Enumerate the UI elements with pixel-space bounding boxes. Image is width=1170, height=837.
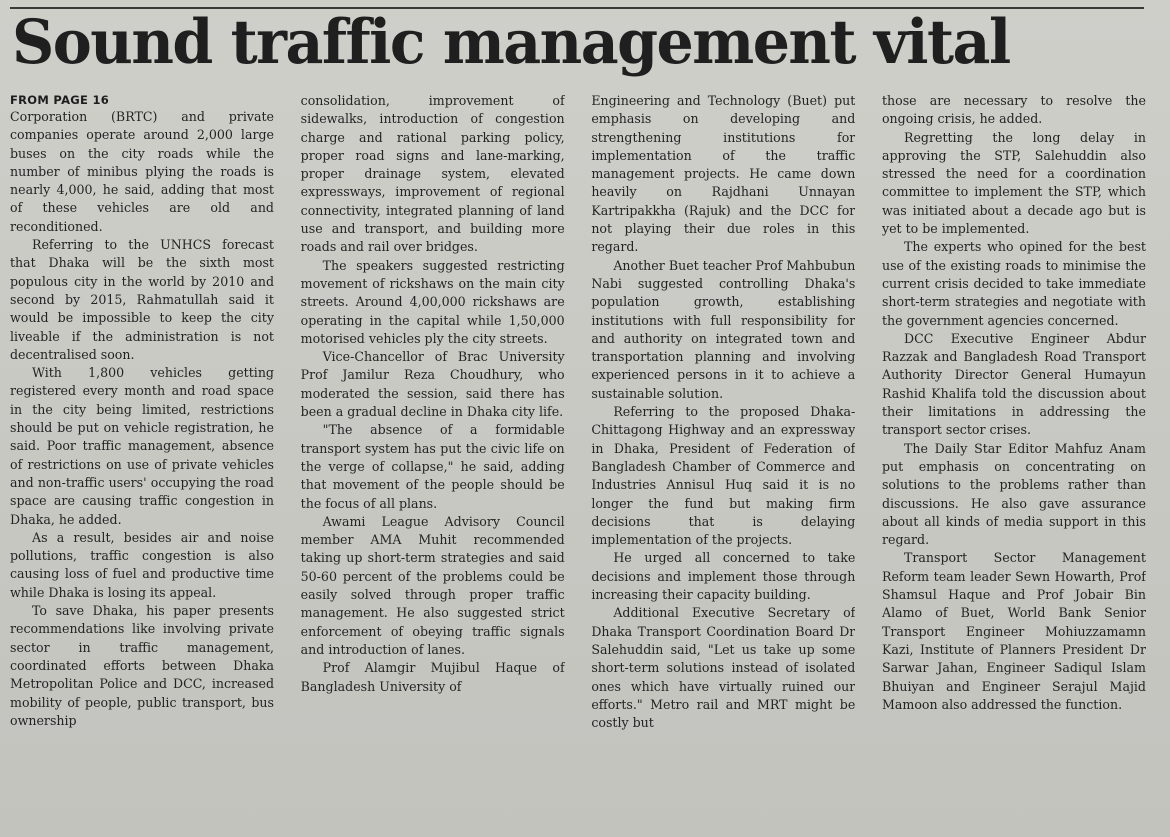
article-paragraph: Referring to the UNHCS forecast that Dhaka will be the sixth most populous city in the world by 2010 and second by 2015, Rahmatullah said it would be impossible to keep the city liveable if the administration is not decentralised soon. xyxy=(10,237,274,362)
article-paragraph: To save Dhaka, his paper presents recommendations like involving private sector in traffic management, coordinated efforts between Dhaka Metropolitan Police and DCC, increased mobility of people, public transport, bus ownership xyxy=(10,603,274,728)
article-paragraph: consolidation, improvement of sidewalks, introduction of congestion charge and rational parking policy, proper road signs and lane-marking, proper drainage system, elevated expressways, improvement of regional connectivity, integrated planning of land use and transport, and building more roads and rail over bridges. xyxy=(300,93,565,255)
article-paragraph: With 1,800 vehicles getting registered every month and road space in the city being limited, restrictions should be put on vehicle registration, he said. Poor traffic management, absence of restrictions on use of private vehicles and non-traffic users' occupying the road space are causing traffic congestion in Dhaka, he added. xyxy=(10,365,274,527)
column-3 xyxy=(591,92,855,802)
headline: Sound traffic management vital xyxy=(12,7,1010,78)
article-paragraph: Corporation (BRTC) and private companies operate around 2,000 large buses on the city roads while the number of minibus plying the roads is nearly 4,000, he said, adding that most of these vehicles are old and reconditioned. xyxy=(10,109,274,234)
article-paragraph: Vice-Chancellor of Brac University Prof Jamilur Reza Choudhury, who moderated the session, said there has been a gradual decline in Dhaka city life. xyxy=(300,349,565,420)
article-body xyxy=(10,92,1146,802)
article-paragraph: Engineering and Technology (Buet) put emphasis on developing and strengthening institutions for implementation of the traffic management projects. He came down heavily on Rajdhani Unnayan Kartripakkha (Rajuk) and the DCC for not playing their due roles in this regard. xyxy=(591,93,856,255)
article-paragraph: "The absence of a formidable transport system has put the civic life on the verge of collapse," he said, adding that movement of the people should be the focus of all plans. xyxy=(300,422,565,511)
column-2 xyxy=(301,92,565,802)
article-paragraph: Another Buet teacher Prof Mahbubun Nabi suggested controlling Dhaka's population growth, establishing institutions with full responsibility for and authority on integrated town and transportation planning and involving experienced persons in it to achieve a sustainable solution. xyxy=(591,257,856,401)
article-paragraph: The speakers suggested restricting movement of rickshaws on the main city streets. Around 4,00,000 rickshaws are operating in the capital while 1,50,000 motorised vehicles ply the city streets. xyxy=(300,257,565,346)
article-paragraph: those are necessary to resolve the ongoing crisis, he added. xyxy=(881,93,1146,127)
article-paragraph: DCC Executive Engineer Abdur Razzak and Bangladesh Road Transport Authority Director General Humayun Rashid Khalifa told the discussion about their limitations in addressing the transport sector crises. xyxy=(881,330,1146,438)
article-paragraph: Additional Executive Secretary of Dhaka Transport Coordination Board Dr Salehuddin said, "Let us take up some short-term solutions instead of isolated ones which have virtually ruined our efforts." Metro rail and MRT might be costly but xyxy=(591,605,856,731)
article-paragraph: Transport Sector Management Reform team leader Sewn Howarth, Prof Shamsul Haque and Prof Jobair Bin Alamo of Buet, World Bank Senior Transport Engineer Mohiuzzamamn Kazi, Institute of Planners President Dr Sarwar Jahan, Engineer Sadiqul Islam Bhuiyan and Engineer Serajul Majid Mamoon also addressed the function. xyxy=(881,550,1146,712)
article-paragraph: Regretting the long delay in approving the STP, Salehuddin also stressed the need for a coordination committee to implement the STP, which was initiated about a decade ago but is yet to be implemented. xyxy=(881,129,1146,237)
article-paragraph: As a result, besides air and noise pollutions, traffic congestion is also causing loss of fuel and productive time while Dhaka is losing its appeal. xyxy=(10,529,274,600)
continuation-kicker: FROM PAGE 16 xyxy=(10,93,110,107)
article-paragraph: Referring to the proposed Dhaka-Chittagong Highway and an expressway in Dhaka, President of Federation of Bangladesh Chamber of Commerce and Industries Annisul Huq said it is no longer the fund but making firm decisions that is delaying implementation of the projects. xyxy=(591,404,856,548)
article-paragraph: He urged all concerned to take decisions and implement those through increasing their capacity building. xyxy=(591,550,856,603)
column-1 xyxy=(10,92,274,802)
article-paragraph: The experts who opined for the best use of the existing roads to minimise the current crisis decided to take immediate short-term strategies and negotiate with the government agencies concerned. xyxy=(881,239,1146,328)
article-paragraph: The Daily Star Editor Mahfuz Anam put emphasis on concentrating on solutions to the problems rather than discussions. He also gave assurance about all kinds of media support in this regard. xyxy=(881,440,1146,548)
article-paragraph: Awami League Advisory Council member AMA Muhit recommended taking up short-term strategies and said 50-60 percent of the problems could be easily solved through proper traffic management. He also suggested strict enforcement of obeying traffic signals and introduction of lanes. xyxy=(300,513,565,657)
column-4 xyxy=(882,92,1146,802)
article-paragraph: Prof Alamgir Mujibul Haque of Bangladesh University of xyxy=(300,660,565,694)
